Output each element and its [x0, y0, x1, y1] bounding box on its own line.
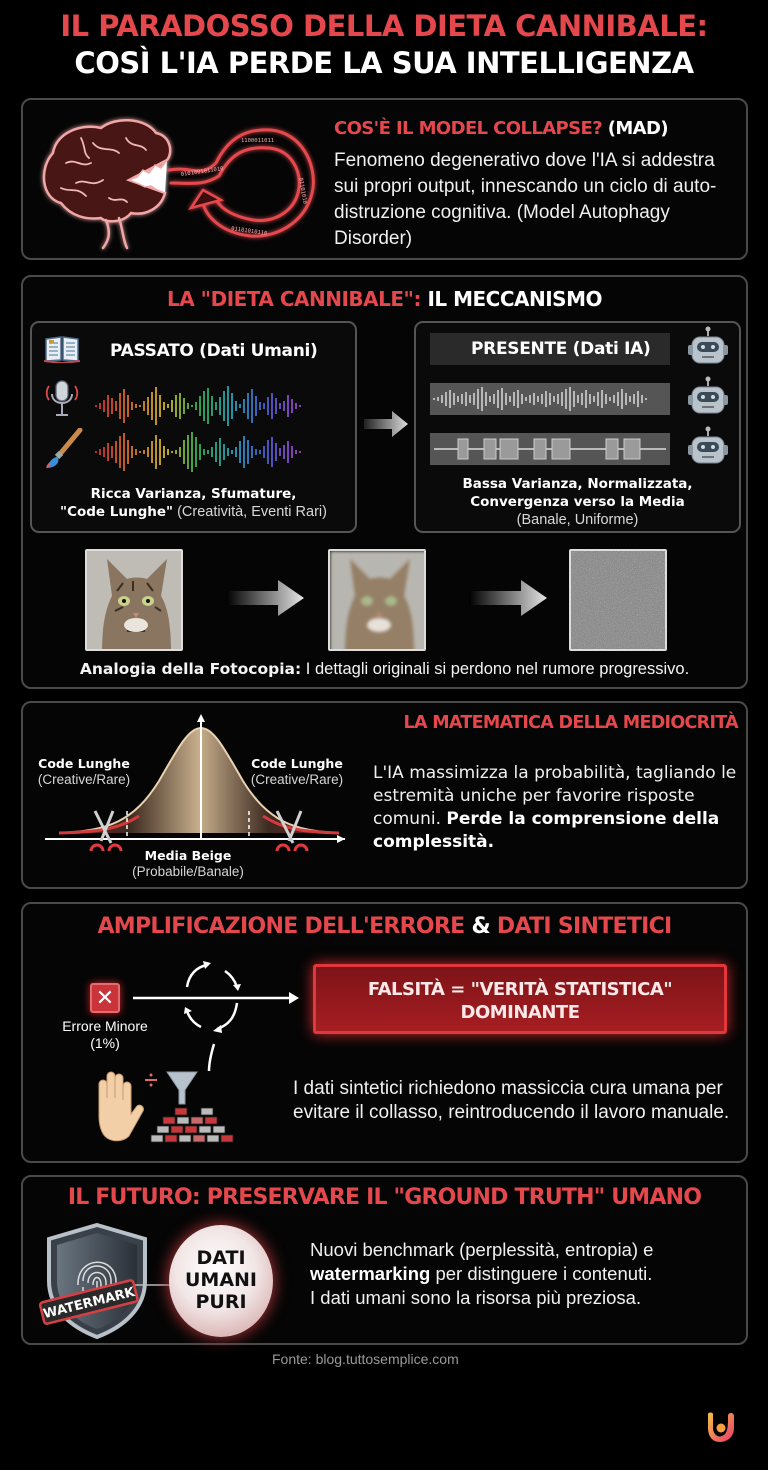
noise-static [569, 549, 667, 651]
synthetic-data-description: I dati sintetici richiedono massiccia cura umana per evitare il collasso, reintroducendo il lavoro manuale. [293, 1078, 730, 1123]
mean-title: Media Beige [144, 848, 232, 863]
model-collapse-panel [21, 98, 748, 260]
degradation-arrow-icon [469, 580, 547, 616]
heading-red-part-2: DATI SINTETICI [496, 914, 672, 939]
mean-label [113, 848, 263, 880]
right-tail-sub: (Creative/Rare) [250, 772, 344, 787]
hand-icon [99, 1072, 143, 1141]
brain-eating-binary-loop-icon [31, 108, 331, 253]
robot-icon [686, 325, 730, 373]
source-credit: Fonte: blog.tuttosemplice.com [272, 1351, 459, 1367]
human-curation-illustration [93, 1064, 263, 1156]
ai-waveform-1 [430, 383, 670, 415]
past-human-data-box [30, 321, 357, 533]
svg-text:01101010110: 01101010110 [230, 226, 268, 238]
svg-text:0101001011010: 0101001011010 [180, 166, 224, 178]
mediocrity-heading: LA MATEMATICA DELLA MEDIOCRITÀ [403, 713, 738, 733]
mechanism-heading [23, 287, 746, 311]
brand-logo-icon [702, 1408, 738, 1444]
right-tail-title: Code Lunghe [251, 756, 343, 771]
watermark-label: WATERMARK [41, 1284, 137, 1323]
present-title: PRESENTE (Dati IA) [471, 339, 651, 359]
robot-icon [686, 375, 730, 423]
present-caption-line-1: Bassa Varianza, Normalizzata, [462, 476, 693, 492]
title-line-1: IL PARADOSSO DELLA DIETA CANNIBALE: [60, 9, 708, 43]
past-caption-line-1: Ricca Varianza, Sfumature, [90, 486, 297, 502]
left-tail-label [28, 756, 140, 788]
past-title: PASSATO (Dati Umani) [110, 341, 318, 361]
future-body-bold: watermarking [310, 1263, 431, 1284]
mean-sub: (Probabile/Banale) [132, 864, 244, 879]
heading-red-part-1: AMPLIFICAZIONE DELL'ERRORE [97, 914, 465, 939]
funnel-icon [167, 1072, 197, 1104]
robot-icon [686, 425, 730, 473]
heading-red-part: LA "DIETA CANNIBALE": [167, 287, 421, 311]
future-panel [21, 1175, 748, 1345]
left-tail-title: Code Lunghe [38, 756, 130, 771]
book-icon [44, 333, 80, 363]
error-x-icon: ✕ [90, 983, 120, 1013]
ai-waveform-2-flattened [430, 433, 670, 465]
heading-white-part: IL MECCANISMO [427, 287, 602, 311]
present-caption-detail: (Banale, Uniforme) [516, 512, 639, 528]
heading-red-part: COS'È IL MODEL COLLAPSE? [334, 118, 603, 139]
future-heading: IL FUTURO: PRESERVARE IL "GROUND TRUTH" UMANO [67, 1185, 702, 1210]
error-percentage: (1%) [90, 1035, 120, 1051]
heading-ampersand: & [471, 914, 490, 939]
cat-photo-blurred [328, 549, 426, 651]
left-tail-sub: (Creative/Rare) [37, 772, 131, 787]
past-caption-long-tails: "Code Lunghe" [60, 504, 174, 520]
orb-line-1: DATI [196, 1247, 246, 1269]
svg-text:1100011011: 1100011011 [241, 138, 275, 144]
model-collapse-description: Fenomeno degenerativo dove l'IA si addestra sui propri output, innescando un ciclo di auto-distruzione cognitiva. (Model Autophagy Disorder) [334, 150, 717, 249]
past-caption-detail: (Creatività, Eventi Rari) [177, 504, 327, 520]
photocopy-caption [23, 660, 746, 679]
title-line-2: COSÌ L'IA PERDE LA SUA INTELLIGENZA [74, 46, 694, 80]
statistical-truth-result-box [313, 964, 727, 1034]
mechanism-panel [21, 275, 748, 689]
right-tail-label [241, 756, 353, 788]
microphone-icon [44, 378, 80, 420]
future-body-1: Nuovi benchmark (perplessità, entropia) e [310, 1239, 654, 1260]
mediocrity-body-bold: Perde la comprensione della complessità. [373, 809, 720, 852]
paintbrush-icon [44, 428, 84, 470]
colorful-human-waveforms [94, 383, 344, 473]
error-amplification-heading [23, 914, 746, 939]
mediocrity-description [373, 762, 743, 854]
future-body-2: per distinguere i contenuti. [435, 1263, 653, 1284]
future-description [310, 1238, 745, 1310]
model-collapse-heading [334, 118, 668, 139]
orb-line-3: PURI [195, 1291, 247, 1313]
past-caption [32, 485, 355, 521]
transition-arrow-icon [364, 409, 408, 439]
photocopy-caption-text: I dettagli originali si perdono nel rumore progressivo. [305, 660, 690, 678]
mediocrity-math-panel [21, 701, 748, 889]
error-amplification-panel [21, 902, 748, 1163]
watermark-shield-icon [37, 1221, 177, 1343]
future-body-3: I dati umani sono la risorsa più preziosa. [310, 1287, 642, 1308]
photocopy-caption-label: Analogia della Fotocopia: [79, 660, 302, 678]
heading-white-part: (MAD) [607, 118, 668, 139]
cat-photo-original [85, 549, 183, 651]
mediocrity-body-text: L'IA massimizza la probabilità, tagliando le estremità uniche per favorire risposte comuni. [373, 763, 737, 829]
page-title [0, 8, 768, 82]
degradation-arrow-icon [226, 580, 304, 616]
present-ai-data-box [414, 321, 741, 533]
present-caption-line-2: Convergenza verso la Media [470, 494, 685, 510]
present-caption [416, 475, 739, 529]
result-line-1: FALSITÀ = "VERITÀ STATISTICA" [367, 979, 673, 1000]
error-label-text: Errore Minore [62, 1018, 148, 1034]
pure-human-data-orb [169, 1225, 273, 1337]
svg-text:01101010: 01101010 [297, 177, 308, 205]
orb-line-2: UMANI [184, 1269, 257, 1291]
result-line-2: DOMINANTE [460, 1002, 580, 1023]
